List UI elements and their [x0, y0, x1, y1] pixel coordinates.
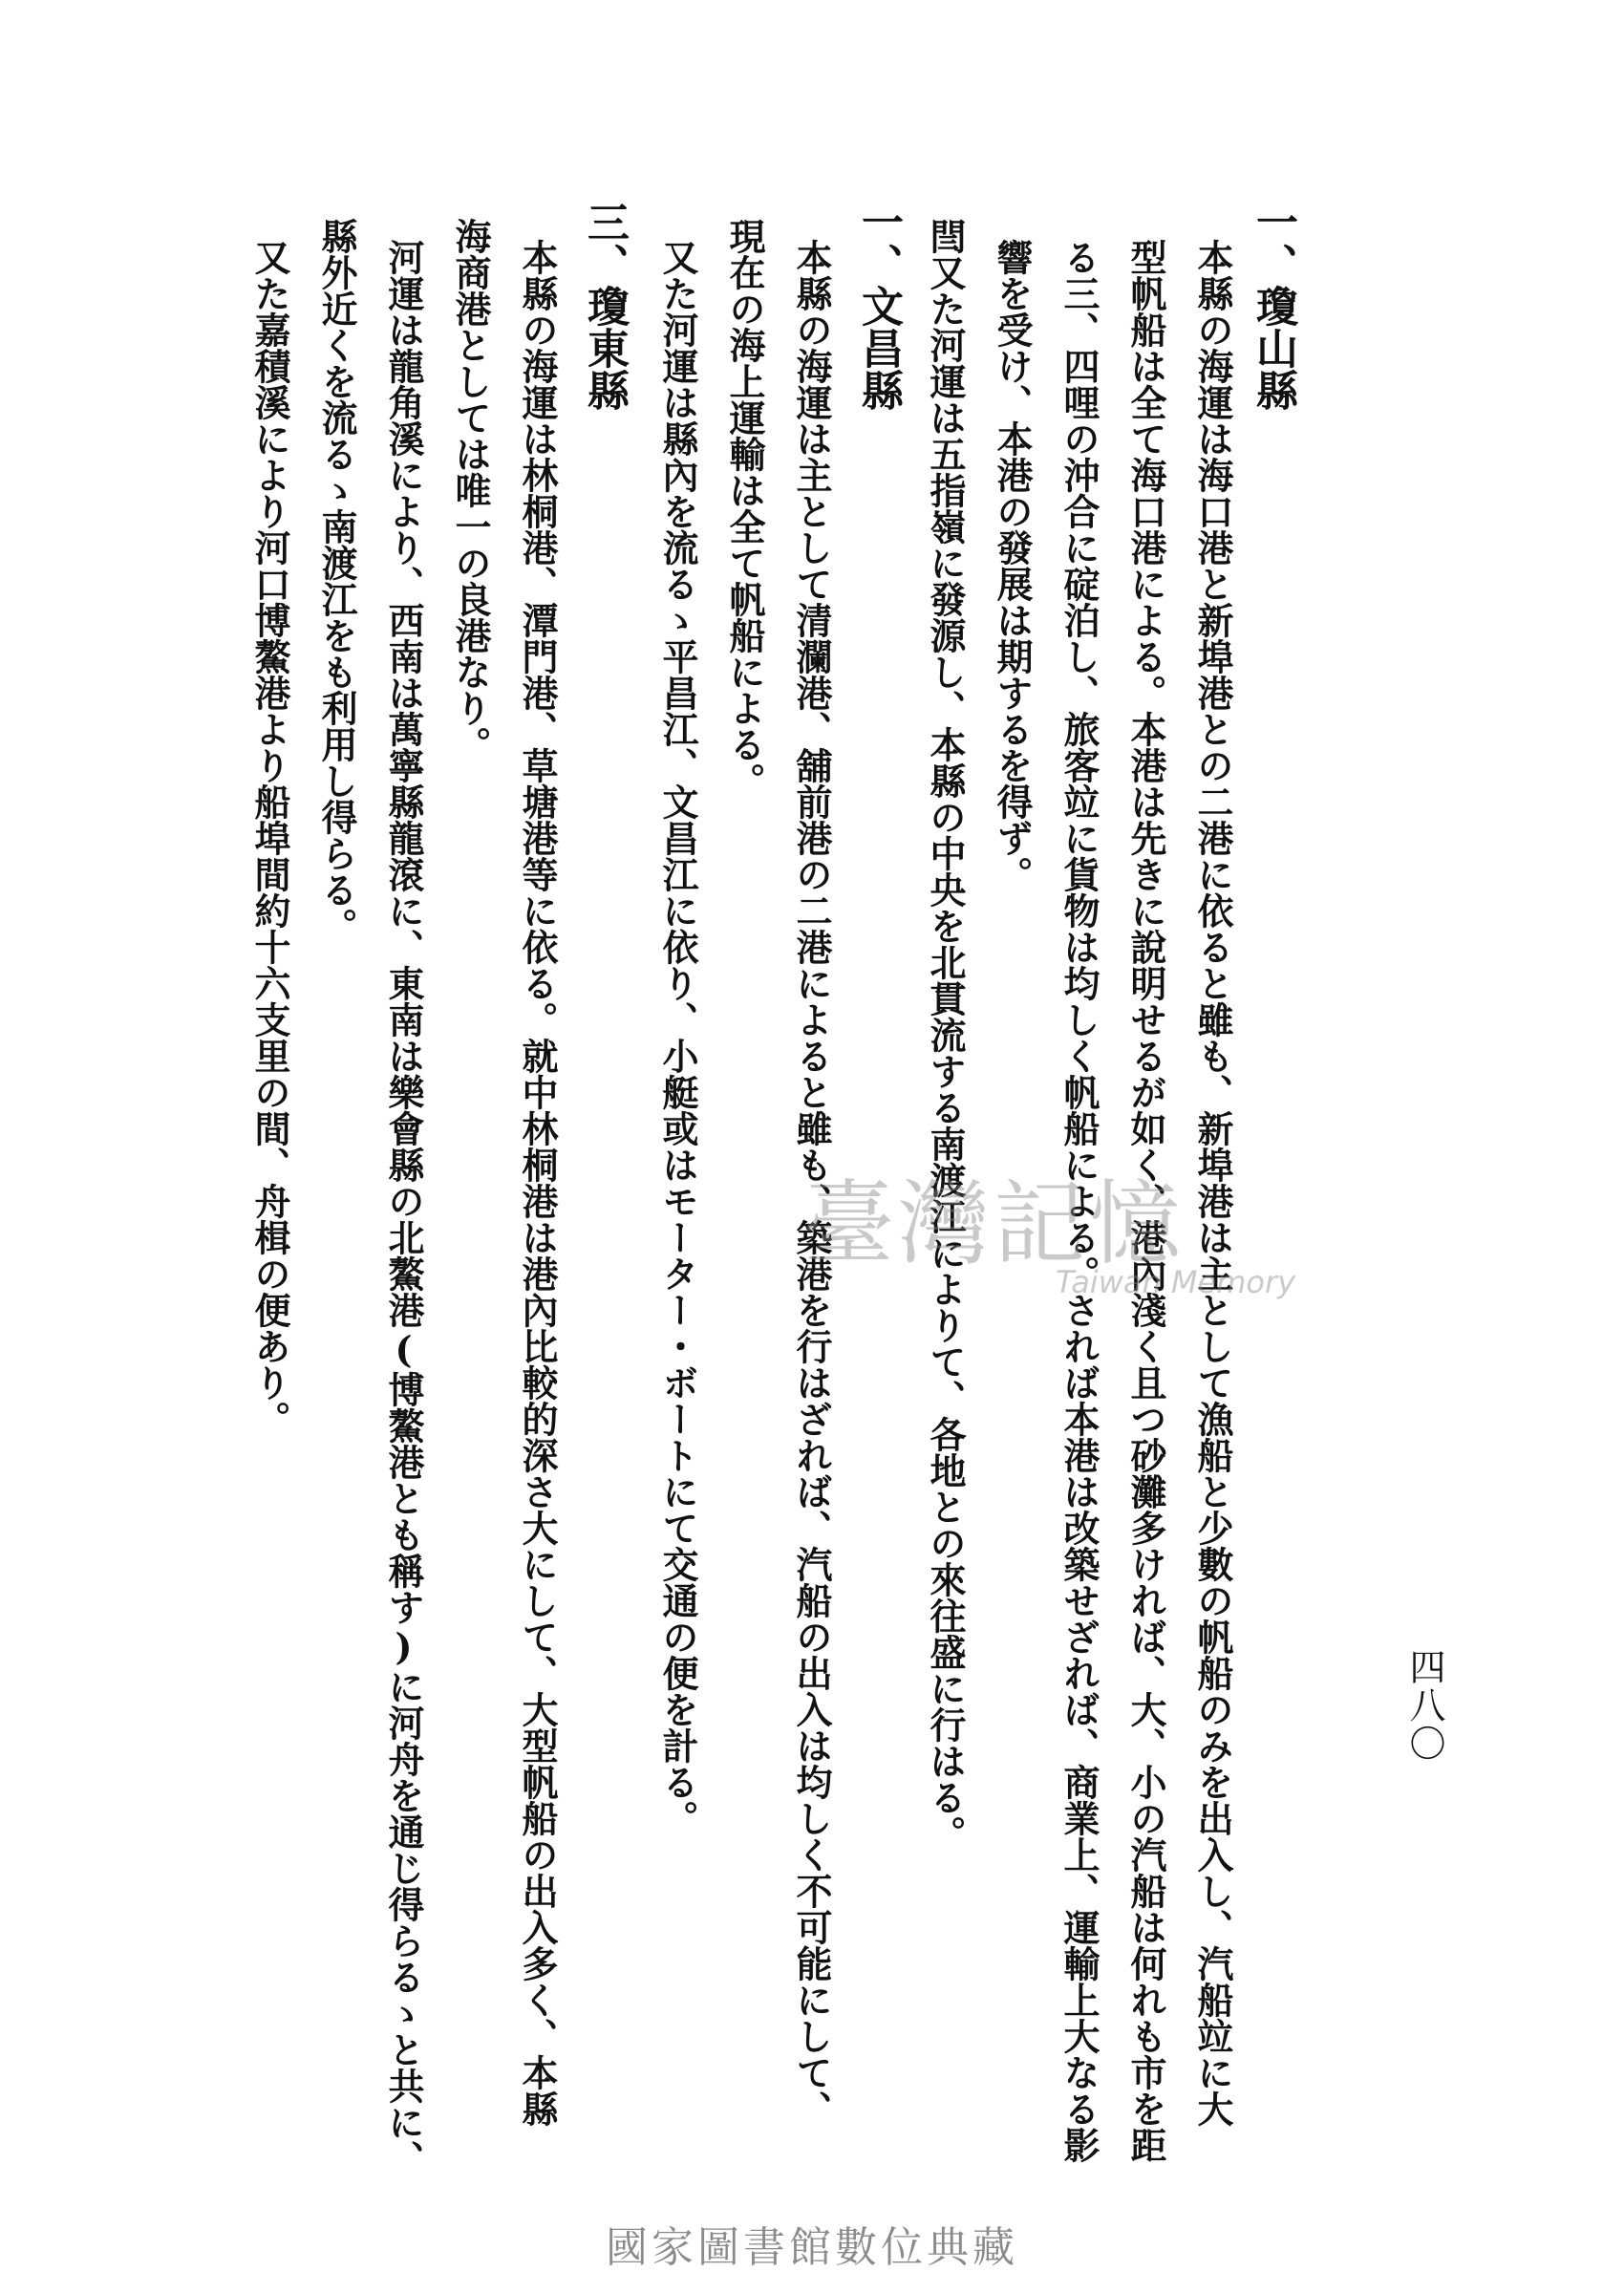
watermark-subtitle: Taiwan Memory [1056, 1264, 1296, 1300]
text-line: 現在の海上運輸は全て帆船による。 [723, 218, 766, 799]
text-line: る三、四哩の沖合に碇泊し、旅客竝に貨物は均しく帆船による。されば本港は改築せざれば、商業上、運輸上大なる影 [1058, 239, 1100, 2163]
text-line: 又た嘉積溪により河口博鰲港より船埠間約十六支里の間、舟楫の便あり。 [248, 239, 291, 1437]
text-line: 又た河運は縣內を流るゝ平昌江、文昌江に依り、小艇或はモーター・ボートにて交通の便を計る。 [656, 239, 699, 1836]
watermark [802, 1151, 1299, 1304]
text-line: 本縣の海運は主として清瀾港、舖前港の二港によると雖も、築港を行はざれば、汽船の出入は均しく不可能にして、 [790, 239, 833, 2127]
watermark-logo: 臺灣記憶 [802, 1170, 1185, 1277]
text-line: 縣外近くを流るゝ南渡江をも利用し得らる。 [315, 218, 358, 944]
text-line: 本縣の海運は林桐港、潭門港、草塘港等に依る。就中林桐港は港內比較的深さ大にして、大型帆船の出入多く、本縣 [516, 239, 559, 2127]
text-line: 海商港としては唯一の良港なり。 [449, 218, 492, 762]
text-line: 型帆船は全て海口港による。本港は先きに說明せるが如く、港內淺く且つ砂灘多ければ、大、小の汽船は何れも市を距 [1124, 239, 1167, 2163]
section-heading-qiongdong: 三、瓊東縣 [580, 201, 629, 411]
text-line: 河運は龍角溪により、西南は萬寧縣龍滾に、東南は樂會縣の北鰲港(博鰲港とも稱す)に河舟を通じ得らるゝと共に、 [382, 239, 425, 2176]
text-line: 本縣の海運は海口港と新埠港との二港に依ると雖も、新埠港は主として漁船と少數の帆船のみを出入し、汽船竝に大 [1191, 239, 1234, 2127]
text-line: 響を受け、本港の發展は期するを得ず。 [991, 239, 1034, 892]
section-heading-wenchang: 一、文昌縣 [854, 201, 903, 411]
page-number: 四八〇 [1403, 1648, 1445, 1763]
section-heading-qiongshan: 一、瓊山縣 [1249, 201, 1297, 411]
text-line: 閆又た河運は五指嶺に發源し、本縣の中央を北貫流する南渡江によりて、各地との來往盛に行はる。 [924, 218, 967, 1852]
footer-credit: 國家圖書館數位典藏 [606, 2223, 1018, 2272]
